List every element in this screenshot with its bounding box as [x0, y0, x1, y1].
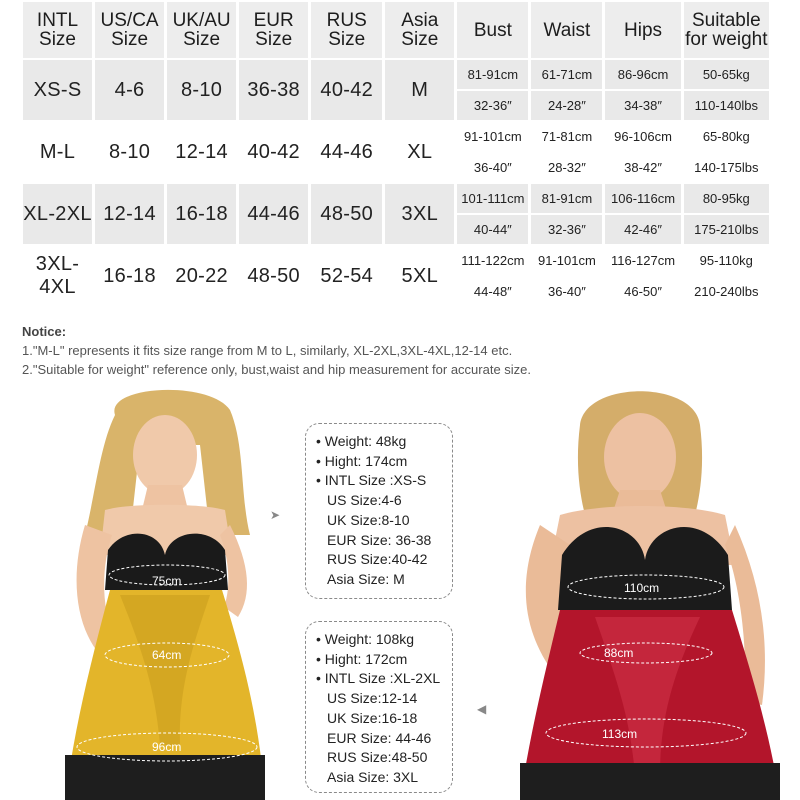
spec-eur-size: EUR Size: 44-46	[327, 729, 432, 746]
cell-eur: 44-46	[239, 184, 308, 244]
spec-intl-size: • INTL Size :XS-S	[316, 472, 427, 489]
cell-bust-in: 36-40″	[457, 153, 528, 182]
spec-uk-size: UK Size:16-18	[327, 709, 418, 726]
arrow-right-icon: ➤	[270, 508, 281, 522]
cell-intl: M-L	[23, 122, 92, 182]
cell-hips-in: 38-42″	[605, 153, 680, 182]
bust-measure-right: 110cm	[624, 581, 660, 595]
spec-box-right	[305, 621, 453, 793]
header-text: Size	[183, 29, 221, 50]
cell-bust-in: 40-44″	[457, 215, 528, 244]
waist-measure-left: 64cm	[152, 648, 182, 662]
spec-height: • Hight: 172cm	[316, 650, 408, 667]
cell-uk: 20-22	[167, 246, 236, 306]
spec-intl-size: • INTL Size :XL-2XL	[316, 670, 441, 687]
spec-asia-size: Asia Size: 3XL	[327, 768, 419, 785]
cell-rus: 52-54	[311, 246, 382, 306]
header-text: Suitable	[691, 10, 761, 31]
cell-waist-in: 28-32″	[531, 153, 602, 182]
model-illustration-left	[60, 385, 270, 800]
cell-bust-in: 32-36″	[457, 91, 528, 120]
cell-eur: 36-38	[239, 60, 308, 120]
header-hips	[605, 2, 680, 58]
cell-us: 8-10	[95, 122, 164, 182]
cell-rus: 44-46	[311, 122, 382, 182]
cell-weight-kg: 95-110kg	[684, 246, 769, 275]
cell-rus: 48-50	[311, 184, 382, 244]
cell-eur: 48-50	[239, 246, 308, 306]
spec-us-size: US Size:12-14	[327, 690, 418, 707]
header-text: EUR	[253, 10, 294, 31]
cell-bust-cm: 101-111cm	[457, 184, 528, 213]
header-text: Size	[328, 29, 366, 50]
cell-hips-cm: 86-96cm	[605, 60, 680, 89]
cell-intl: XS-S	[23, 60, 92, 120]
table-row	[23, 122, 769, 151]
header-text: Size	[111, 29, 149, 50]
cell-hips-in: 42-46″	[605, 215, 680, 244]
spec-rus-size: RUS Size:48-50	[327, 749, 428, 766]
header-text: US/CA	[100, 10, 159, 31]
spec-rus-size: RUS Size:40-42	[327, 551, 428, 568]
cell-us: 12-14	[95, 184, 164, 244]
cell-asia: XL	[385, 122, 454, 182]
cell-weight-kg: 65-80kg	[684, 122, 769, 151]
spec-weight: • Weight: 48kg	[316, 433, 407, 449]
cell-uk: 8-10	[167, 60, 236, 120]
cell-eur: 40-42	[239, 122, 308, 182]
model-illustration-right	[500, 385, 790, 800]
header-weight	[684, 2, 769, 58]
header-rus	[311, 2, 382, 58]
spec-weight: • Weight: 108kg	[316, 631, 415, 647]
header-bust	[457, 2, 528, 58]
cell-bust-cm: 111-122cm	[457, 246, 528, 275]
spec-us-size: US Size:4-6	[327, 492, 402, 509]
cell-weight-kg: 50-65kg	[684, 60, 769, 89]
cell-bust-in: 44-48″	[457, 277, 528, 306]
cell-waist-cm: 61-71cm	[531, 60, 602, 89]
cell-intl: XL-2XL	[23, 184, 92, 244]
cell-bust-cm: 91-101cm	[457, 122, 528, 151]
cell-us: 16-18	[95, 246, 164, 306]
cell-asia: 5XL	[385, 246, 454, 306]
cell-hips-in: 46-50″	[605, 277, 680, 306]
header-text: INTL	[36, 10, 79, 31]
table-header-row	[23, 2, 769, 58]
spec-uk-size: UK Size:8-10	[327, 511, 410, 528]
spec-eur-size: EUR Size: 36-38	[327, 531, 432, 548]
cell-us: 4-6	[95, 60, 164, 120]
header-text: Bust	[473, 19, 512, 41]
header-us	[95, 2, 164, 58]
hem-measure-left: 96cm	[152, 740, 182, 754]
cell-asia: M	[385, 60, 454, 120]
cell-asia: 3XL	[385, 184, 454, 244]
notice-line-1: 1."M-L" represents it fits size range from M to L, similarly, XL-2XL,3XL-4XL,12-14 etc.	[22, 343, 513, 358]
header-eur	[239, 2, 308, 58]
spec-asia-size: Asia Size: M	[327, 570, 405, 587]
header-text: Asia	[401, 10, 439, 31]
header-text: Hips	[624, 19, 663, 41]
cell-hips-in: 34-38″	[605, 91, 680, 120]
notice-line-2: 2."Suitable for weight" reference only, bust,waist and hip measurement for accurate size.	[22, 362, 532, 377]
cell-weight-lbs: 140-175lbs	[684, 153, 769, 182]
cell-weight-kg: 80-95kg	[684, 184, 769, 213]
table-row	[23, 184, 769, 213]
waist-measure-right: 88cm	[604, 646, 634, 660]
header-text: Size	[255, 29, 293, 50]
cell-waist-cm: 81-91cm	[531, 184, 602, 213]
header-asia	[385, 2, 454, 58]
notice-section	[22, 322, 531, 379]
header-text: UK/AU	[172, 10, 231, 31]
cell-uk: 16-18	[167, 184, 236, 244]
cell-weight-lbs: 110-140lbs	[684, 91, 769, 120]
cell-waist-in: 36-40″	[531, 277, 602, 306]
header-text: Waist	[543, 19, 591, 41]
cell-waist-in: 32-36″	[531, 215, 602, 244]
hem-measure-right: 113cm	[602, 727, 638, 741]
cell-waist-cm: 91-101cm	[531, 246, 602, 275]
cell-waist-in: 24-28″	[531, 91, 602, 120]
arrow-left-icon: ◀	[477, 702, 487, 716]
cell-hips-cm: 96-106cm	[605, 122, 680, 151]
cell-weight-lbs: 175-210lbs	[684, 215, 769, 244]
cell-weight-lbs: 210-240lbs	[684, 277, 769, 306]
cell-bust-cm: 81-91cm	[457, 60, 528, 89]
cell-hips-cm: 106-116cm	[605, 184, 680, 213]
table-row	[23, 60, 769, 89]
header-intl	[23, 2, 92, 58]
cell-rus: 40-42	[311, 60, 382, 120]
cell-intl: 3XL-4XL	[23, 246, 92, 306]
header-text: Size	[401, 29, 439, 50]
cell-hips-cm: 116-127cm	[605, 246, 680, 275]
header-text: Size	[39, 29, 76, 50]
cell-uk: 12-14	[167, 122, 236, 182]
size-chart-table	[20, 0, 772, 308]
header-uk	[167, 2, 236, 58]
bust-measure-left: 75cm	[152, 574, 182, 588]
header-text: for weight	[685, 29, 768, 50]
spec-height: • Hight: 174cm	[316, 452, 408, 469]
model-photo-left	[60, 385, 270, 800]
spec-box-left	[305, 423, 453, 599]
notice-title: Notice:	[22, 324, 67, 339]
cell-waist-cm: 71-81cm	[531, 122, 602, 151]
table-row	[23, 246, 769, 275]
model-photo-right	[500, 385, 790, 800]
header-text: RUS	[326, 10, 367, 31]
header-waist	[531, 2, 602, 58]
